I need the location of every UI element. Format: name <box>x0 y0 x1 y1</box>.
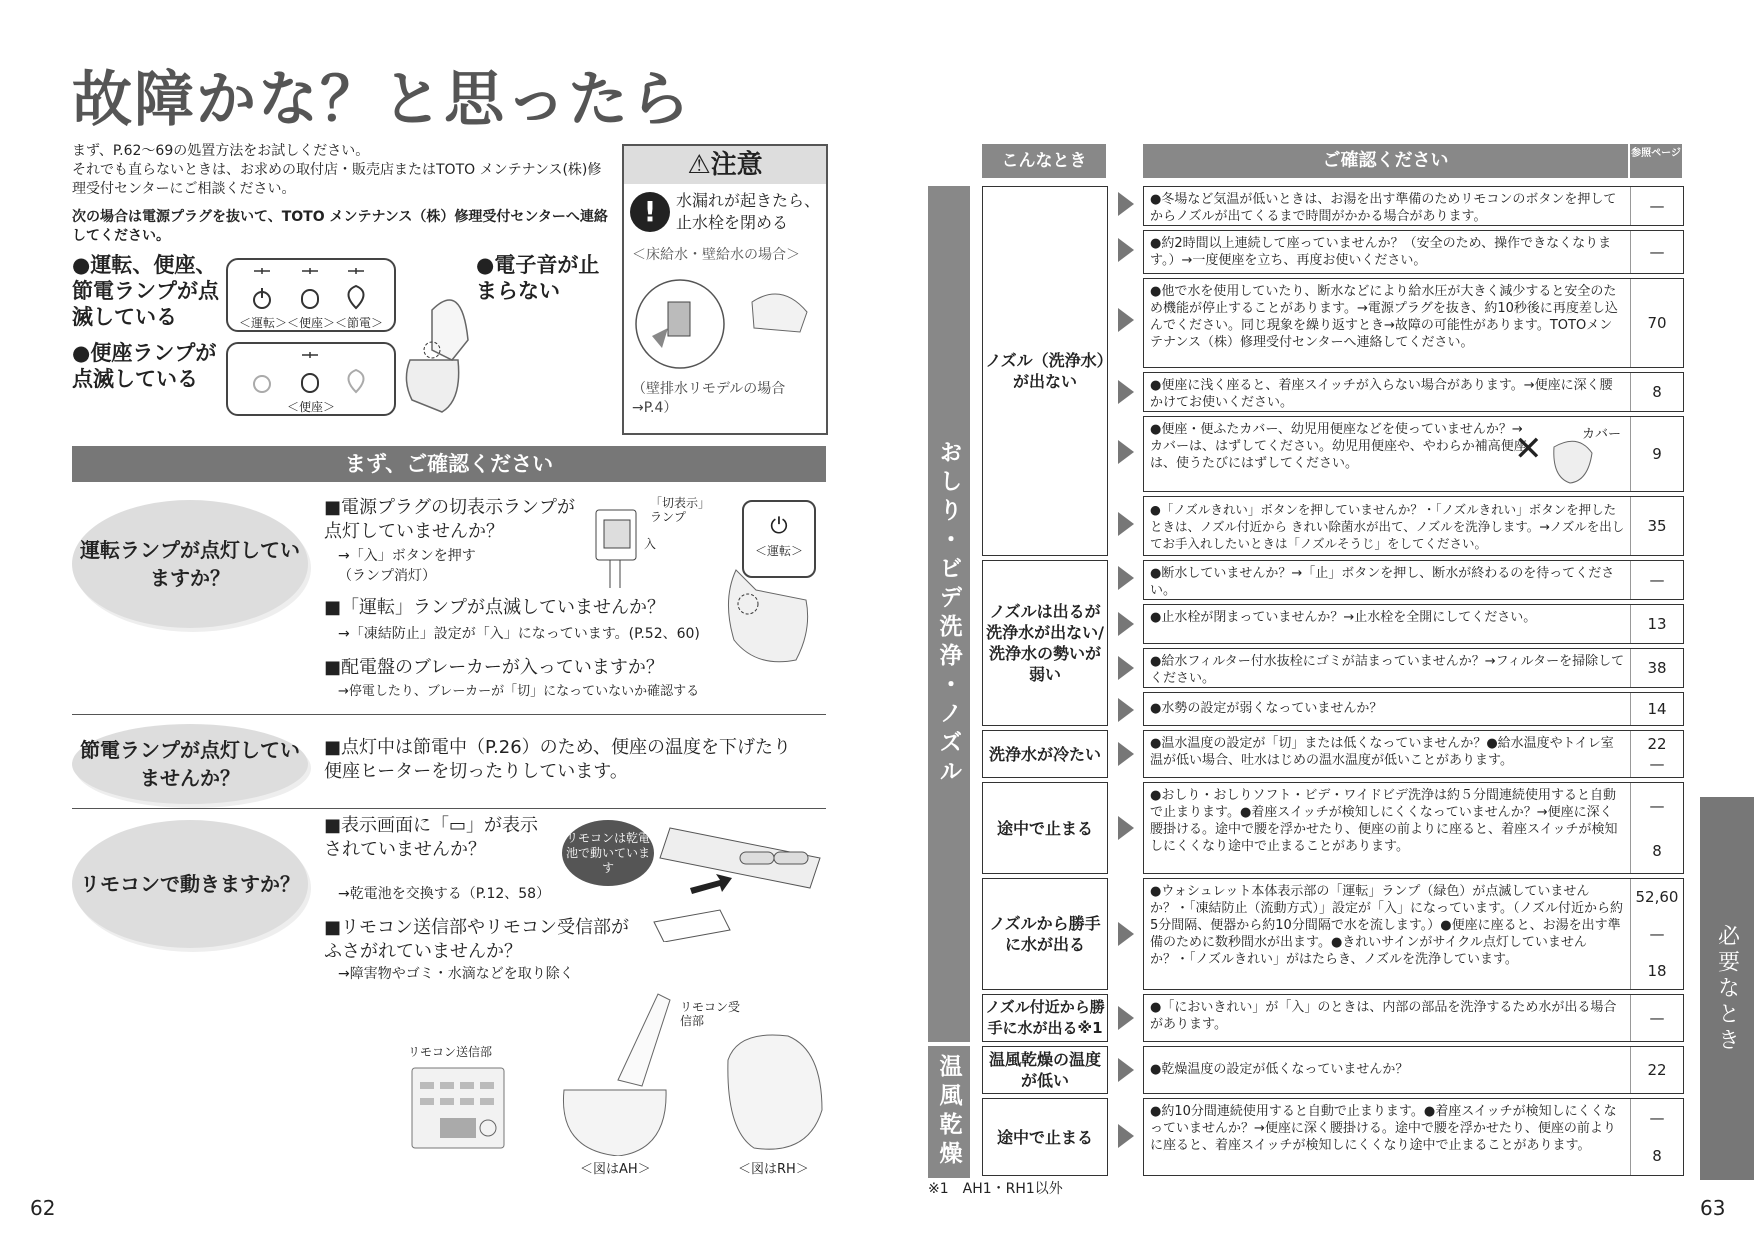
check-row-ref-1: — <box>1649 1109 1665 1127</box>
blink-seat-label: ●便座ランプが点滅している <box>72 341 217 391</box>
check-row-ref: 35 <box>1630 497 1683 555</box>
check-row <box>1143 496 1684 556</box>
side-tab[interactable]: 必要なとき <box>1700 797 1754 1180</box>
caution-case-floor: ＜床給水・壁給水の場合＞ <box>632 247 800 263</box>
check-row-text: ●給水フィルター付水抜栓にゴミが詰まっていませんか？→フィルターを掃除してください。 <box>1150 654 1625 686</box>
check-row-text: ●断水していませんか？→「止」ボタンを押し、断水が終わるのを待ってください。 <box>1150 566 1615 598</box>
remote-illustration <box>410 1066 506 1150</box>
arrow-right-icon <box>1118 238 1134 262</box>
case-weak-water: ノズルは出るが洗浄水が出ない/洗浄水の勢いが弱い <box>982 560 1108 726</box>
arrow-right-icon <box>1118 922 1134 946</box>
check-row-ref-3: 18 <box>1647 961 1667 980</box>
case-dryer-stops: 途中で止まる <box>982 1098 1108 1176</box>
arrow-right-icon <box>1118 656 1134 680</box>
figure-rh-caption: ＜図はRH＞ <box>738 1162 809 1177</box>
check-row-ref-2: 8 <box>1652 841 1662 860</box>
stop-valve-illustration <box>632 272 818 372</box>
check-row-ref: — <box>1630 561 1683 599</box>
check-row-text: ●温水温度の設定が「切」または低くなっていませんか？●給水温度やトイレ室温が低い場合、吐水はじめの温水温度が低いことがあります。 <box>1150 736 1614 768</box>
q1-answer-1: ■電源プラグの切表示ランプが点灯していませんか？ <box>324 497 576 542</box>
q2-answer-1: ■点灯中は節電中（P.26）のため、便座の温度を下げたり便座ヒーターを切ったりしています。 <box>324 737 791 782</box>
check-row-ref: — <box>1630 231 1683 273</box>
intro-line-1: まず、P.62～69の処置方法をお試しください。 <box>72 143 370 159</box>
caution-case-wall: （壁排水リモデルの場合→P.4） <box>632 381 786 416</box>
intro-line-2: それでも直らないときは、お求めの取付店・販売店またはTOTO メンテナンス(株)修理受付センターにご相談ください。 <box>72 162 602 197</box>
check-row <box>1143 278 1684 368</box>
q1-answer-3: ■配電盤のブレーカーが入っていますか？ <box>324 657 664 678</box>
check-row-ref <box>1630 783 1683 873</box>
intro-text <box>72 142 612 199</box>
q1-answer-1-action: →「入」ボタンを押す（ランプ消灯） <box>338 548 476 584</box>
check-row-ref-2: — <box>1649 755 1665 773</box>
caution-title: 注意 <box>710 150 763 180</box>
leaf-icon <box>349 286 364 308</box>
q1-answer-2-action: →「凍結防止」設定が「入」になっています。(P.52、60) <box>338 626 700 642</box>
check-row-text: ●水勢の設定が弱くなっていませんか？ <box>1150 701 1383 716</box>
page-number-left: 62 <box>30 1196 56 1220</box>
q1-oval: 運転ランプが点灯していますか？ <box>72 500 308 628</box>
arrow-right-icon <box>1118 1058 1134 1082</box>
check-row <box>1143 416 1684 492</box>
receiver-label: リモコン受信部 <box>680 1000 741 1028</box>
case-near-nozzle-water: ノズル付近から勝手に水が出る※1 <box>982 994 1108 1042</box>
check-row-ref: — <box>1630 187 1683 225</box>
q2-oval: 節電ランプが点灯していませんか？ <box>72 724 308 804</box>
power-plug-illustration <box>590 500 650 590</box>
check-row <box>1143 782 1684 874</box>
q3-oval: リモコンで動きますか？ <box>72 820 308 948</box>
check-row-text: ●便座・便ふたカバー、幼児用便座などを使っていませんか？→カバーは、はずしてください。幼児用便座や、やわらか補高便座は、使うたびにはずしてください。 <box>1150 422 1527 471</box>
battery-icon <box>774 852 808 864</box>
off-lamp-label: 「切表示」ランプ <box>650 496 711 524</box>
lamp-panel-seat-blinking <box>226 342 396 416</box>
power-icon <box>254 376 270 392</box>
contact-notice: 次の場合は電源プラグを抜いて、TOTO メンテナンス（株）修理受付センターへ連絡してください。 <box>72 209 608 244</box>
case-nozzle-auto-water: ノズルから勝手に水が出る <box>982 878 1108 990</box>
seat-icon <box>302 290 318 308</box>
divider <box>72 714 826 715</box>
check-row <box>1143 692 1684 726</box>
case-stops-midway: 途中で止まる <box>982 782 1108 874</box>
check-row-text: ●約10分間連続使用すると自動で止まります。●着座スイッチが検知しにくくなっていませんか？→便座に深く腰掛ける。途中で腰を浮かせたり、便座の前よりに座ると、着座スイッチが検知しにくくなり途中で止まることがあります。 <box>1150 1104 1617 1153</box>
caution-header: ⚠注意 <box>624 146 826 184</box>
check-row-text: ●ウォシュレット本体表示部の「運転」ランプ（緑色）が点滅していませんか？・「凍結防止（流動方式）」設定が「入」になっています。（ノズル付近から約5分間隔、便器から約10分間隔で水を流します。）●便座に座ると、お湯を出す準備のために数秒間水が出ます。●きれいサインがサイクル点灯していませんか？・「ノズルきれい」がはたらき、ノズルを洗浄しています。 <box>1150 884 1623 967</box>
sender-label: リモコン送信部 <box>408 1045 493 1059</box>
lamp-icons-seat <box>228 344 394 394</box>
check-row-ref: 70 <box>1630 279 1683 367</box>
leaf-icon <box>349 370 364 392</box>
case-dryer-low-temp: 温風乾燥の温度が低い <box>982 1046 1108 1094</box>
toilets-ah-rh-illustration <box>558 990 828 1156</box>
check-row-text: ●止水栓が閉まっていませんか？→止水栓を全開にしてください。 <box>1150 610 1537 625</box>
col-header-case: こんなとき <box>982 144 1106 178</box>
arrow-right-icon <box>1118 612 1134 636</box>
battery-icon <box>740 852 774 864</box>
check-row <box>1143 1046 1684 1094</box>
arrow-right-icon <box>1118 308 1134 332</box>
q3-answer-2: ■リモコン送信部やリモコン受信部がふさがれていませんか？ <box>324 917 630 962</box>
arrow-right-icon <box>1118 192 1134 216</box>
arrow-right-icon <box>1118 380 1134 404</box>
lamp-icons-blinking <box>228 260 394 310</box>
check-row-ref: 8 <box>1630 373 1683 411</box>
lamp-panel-caption: ＜運転＞＜便座＞＜節電＞ <box>238 316 383 330</box>
check-row-ref <box>1630 731 1683 777</box>
check-row-text: ●「ノズルきれい」ボタンを押していませんか？・「ノズルきれい」ボタンを押したときは、ノズル付近から きれい除菌水が出て、ノズルを洗浄します。→ノズルを出してお手入れしたいときは「ノズルそうじ」をしてください。 <box>1150 502 1625 551</box>
seat-icon <box>302 374 318 392</box>
check-row <box>1143 186 1684 226</box>
check-row-text: ●「においきれい」が「入」のときは、内部の部品を洗浄するため水が出る場合があります。 <box>1150 1000 1617 1032</box>
caution-text: 水漏れが起きたら、止水栓を閉める <box>676 191 821 232</box>
check-row <box>1143 648 1684 688</box>
check-row-ref <box>1630 879 1683 989</box>
arrow-right-icon <box>1118 512 1134 536</box>
check-row-text: ●便座に浅く座ると、着座スイッチが入らない場合があります。→便座に深く腰かけてお使いください。 <box>1150 378 1613 410</box>
toilet-side-illustration <box>726 530 816 670</box>
battery-bubble: リモコンは乾電池で動いています <box>562 820 654 886</box>
divider <box>72 808 826 809</box>
battery-replacement-illustration <box>650 818 826 942</box>
arrow-right-icon <box>1118 816 1134 840</box>
check-row-text: ●他で水を使用していたり、断水などにより給水圧が大きく減少すると安全のため機能が停止することがあります。→電源プラグを抜き、約10秒後に再度差し込んでください。同じ現象を繰り返すとき→故障の可能性があります。TOTOメンテナンス（株）修理受付センターへ連絡してください。 <box>1150 284 1618 350</box>
q1-answer-3-action: →停電したり、ブレーカーが「切」になっていないか確認する <box>338 684 700 699</box>
arrow-left-icon <box>690 874 732 894</box>
exclamation-icon: ! <box>630 192 670 232</box>
q3-answer-2-action: →障害物やゴミ・水滴などを取り除く <box>338 966 574 982</box>
check-row-ref: 13 <box>1630 605 1683 643</box>
check-row-ref <box>1630 1099 1683 1175</box>
lamp-panel-all-blinking <box>226 258 396 332</box>
arrow-right-icon <box>1118 742 1134 766</box>
check-row <box>1143 730 1684 778</box>
section-tab-washing: おしり・ビデ洗浄・ノズル <box>928 186 970 1042</box>
check-row-text: ●おしり・おしりソフト・ビデ・ワイドビデ洗浄は約５分間連続使用すると自動で止まります。●着座スイッチが検知しにくくなっていませんか？→便座に深く腰掛ける。途中で腰を浮かせたり、便座の前よりに座ると、着座スイッチが検知しにくくなり途中で止まることがあります。 <box>1150 788 1618 854</box>
check-row-text: ●乾燥温度の設定が低くなっていませんか？ <box>1150 1062 1409 1077</box>
first-check-banner: まず、ご確認ください <box>72 446 826 482</box>
check-row <box>1143 604 1684 644</box>
arrow-right-icon <box>1118 1124 1134 1148</box>
in-label: 入 <box>644 537 657 551</box>
check-row <box>1143 230 1684 274</box>
check-row-ref: 38 <box>1630 649 1683 687</box>
power-icon: ⏻ <box>770 514 788 539</box>
check-row <box>1143 560 1684 600</box>
check-row-ref: 9 <box>1630 417 1683 491</box>
arrow-right-icon <box>1118 440 1134 464</box>
q1-answer-2: ■「運転」ランプが点滅していませんか？ <box>324 597 666 618</box>
check-row <box>1143 878 1684 990</box>
check-row <box>1143 994 1684 1042</box>
check-row-ref: — <box>1630 995 1683 1041</box>
col-header-check: ご確認ください <box>1143 144 1628 178</box>
case-nozzle-no-water: ノズル（洗浄水）が出ない <box>982 186 1108 556</box>
check-row-text: ●約2時間以上連続して座っていませんか？（安全のため、操作できなくなります。）→一度便座を立ち、再度お使いください。 <box>1150 236 1612 268</box>
blink-all-label: ●運転、便座、節電ランプが点滅している <box>72 253 219 329</box>
check-row-ref-1: 52,60 <box>1635 888 1679 907</box>
section-tab-drying: 温風乾燥 <box>928 1046 970 1178</box>
check-row-ref-1: — <box>1649 796 1665 815</box>
col-header-ref: 参照ページ <box>1630 144 1682 178</box>
check-row-ref-2: — <box>1649 924 1665 943</box>
arrow-right-icon <box>1118 1006 1134 1030</box>
check-row-ref: 14 <box>1630 693 1683 725</box>
figure-ah-caption: ＜図はAH＞ <box>580 1162 651 1177</box>
unten-caption: ＜運転＞ <box>754 544 803 558</box>
q3-answer-1-action: →乾電池を交換する（P.12、58） <box>338 886 551 902</box>
footnote: ※1 AH1・RH1以外 <box>928 1181 1063 1197</box>
buzzer-label: ●電子音が止まらない <box>476 253 600 303</box>
check-row <box>1143 372 1684 412</box>
page-number-right: 63 <box>1700 1196 1726 1220</box>
arrow-right-icon <box>1118 566 1134 590</box>
case-cold-water: 洗浄水が冷たい <box>982 730 1108 778</box>
caution-box <box>622 144 828 435</box>
check-row-ref: 22 <box>1630 1047 1683 1093</box>
check-row-text: ●冬場など気温が低いときは、お湯を出す準備のためリモコンのボタンを押してからノズルが出てくるまで時間がかかる場合があります。 <box>1150 192 1617 224</box>
check-row-ref-1: 22 <box>1647 735 1667 753</box>
page-title: 故障かな？と思ったら <box>72 65 692 135</box>
toilet-illustration <box>392 290 472 420</box>
check-row-ref-2: 8 <box>1652 1147 1662 1165</box>
lamp-panel-caption-seat: ＜便座＞ <box>286 400 335 414</box>
arrow-right-icon <box>1118 698 1134 722</box>
cross-icon: ✕ <box>1514 429 1543 469</box>
check-row <box>1143 1098 1684 1176</box>
q3-answer-1: ■表示画面に「▭」が表示されていませんか？ <box>324 815 539 860</box>
cover-label: カバー <box>1582 427 1622 442</box>
